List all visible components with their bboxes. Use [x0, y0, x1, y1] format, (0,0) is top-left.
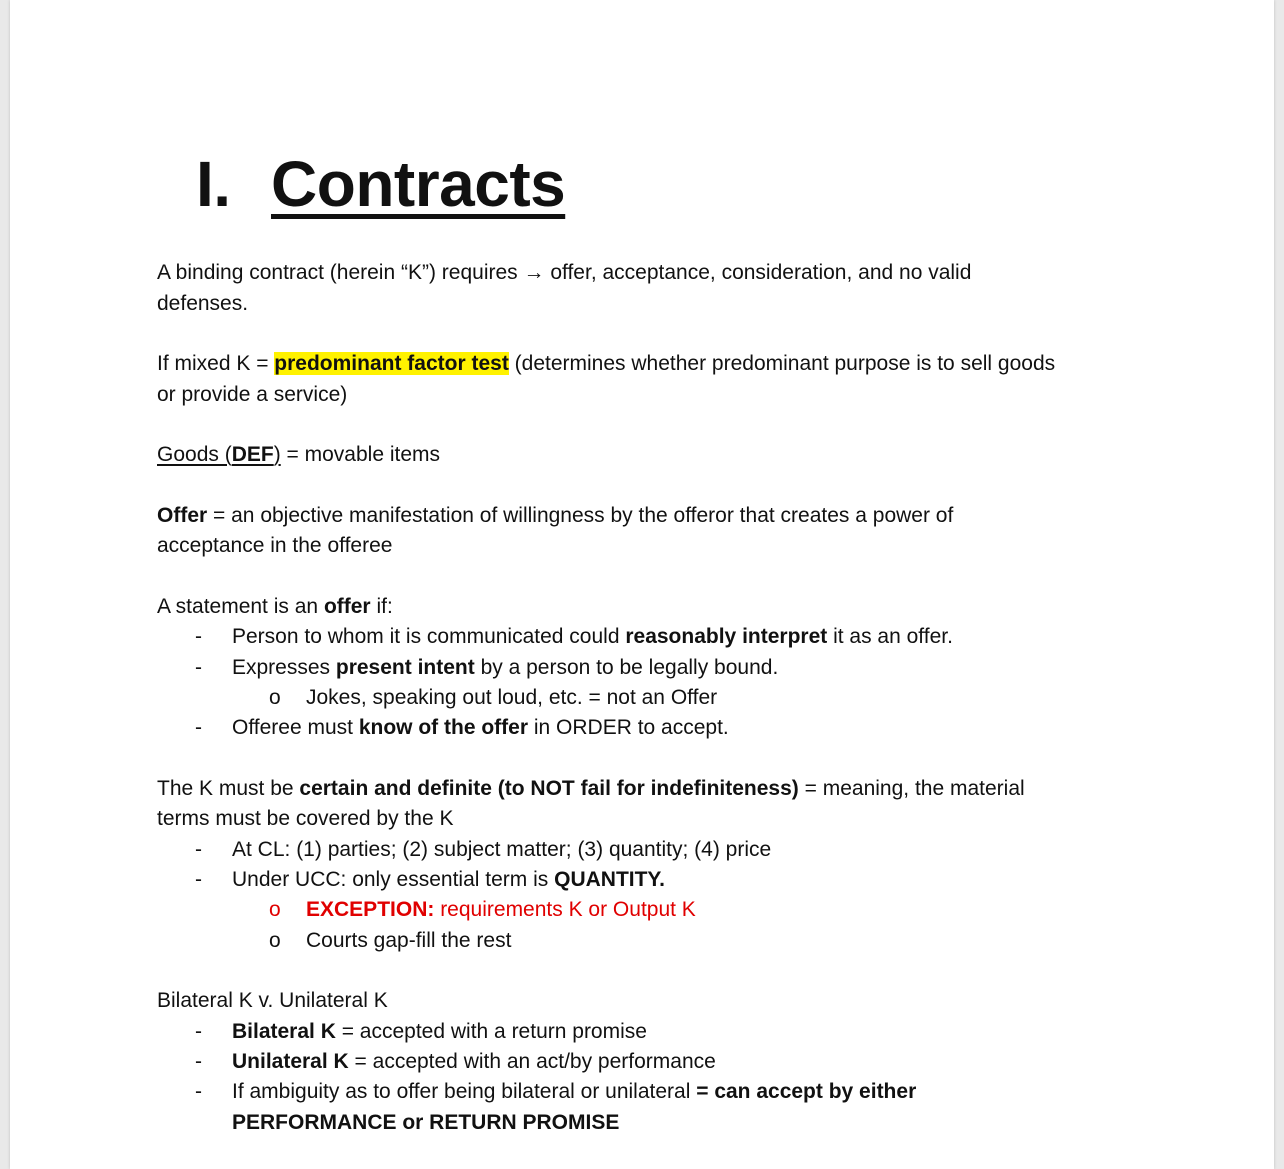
- paragraph-requirements-line1: A binding contract (herein “K”) requires → offer, acceptance, consideration, and no valid: [157, 261, 972, 284]
- list-item: If ambiguity as to offer being bilateral or unilateral = can accept by either: [232, 1080, 917, 1103]
- offer-term: Offer: [157, 504, 208, 527]
- goods-rest: = movable items: [280, 443, 441, 466]
- mixed-k-suffix: (determines whether predominant purpose is to sell goods: [508, 352, 1056, 375]
- goods-term: Goods (DEF): [157, 443, 281, 466]
- sub-list-item: Jokes, speaking out loud, etc. = not an Offer: [306, 686, 718, 709]
- sub-list-item: Courts gap-fill the rest: [306, 929, 512, 952]
- list-item: Bilateral K = accepted with a return promise: [232, 1020, 647, 1043]
- bilateral-heading: Bilateral K v. Unilateral K: [157, 989, 388, 1012]
- certain-definite-line1: The K must be certain and definite (to NOT fail for indefiniteness) = meaning, the material: [157, 777, 1025, 800]
- list-item: Person to whom it is communicated could reasonably interpret it as an offer.: [232, 625, 953, 648]
- bullet-marker: -: [195, 625, 202, 648]
- paragraph-requirements-line2: defenses.: [157, 292, 249, 315]
- statement-intro: A statement is an offer if:: [157, 595, 393, 618]
- bullet-marker: -: [195, 838, 202, 861]
- sub-bullet-marker: o: [269, 898, 281, 921]
- highlighted-term: predominant factor test: [274, 352, 509, 375]
- bullet-marker: -: [195, 868, 202, 891]
- offer-definition-line1: Offer = an objective manifestation of willingness by the offeror that creates a power of: [157, 504, 954, 527]
- page-title: [196, 146, 565, 222]
- list-item: Expresses present intent by a person to be legally bound.: [232, 656, 779, 679]
- list-item: Offeree must know of the offer in ORDER to accept.: [232, 716, 729, 739]
- list-item: Unilateral K = accepted with an act/by performance: [232, 1050, 716, 1073]
- list-item: Under UCC: only essential term is QUANTITY.: [232, 868, 665, 891]
- bullet-marker: -: [195, 716, 202, 739]
- paragraph-mixed-k-line2: or provide a service): [157, 383, 348, 406]
- bullet-marker: -: [195, 1020, 202, 1043]
- list-item-continuation: PERFORMANCE or RETURN PROMISE: [232, 1111, 620, 1134]
- certain-definite-line2: terms must be covered by the K: [157, 807, 454, 830]
- bullet-marker: -: [195, 1050, 202, 1073]
- offer-definition-line2: acceptance in the offeree: [157, 534, 393, 557]
- paragraph-mixed-k-line1: [157, 349, 1055, 379]
- sub-bullet-marker: o: [269, 929, 281, 952]
- exception-item: EXCEPTION: requirements K or Output K: [306, 898, 696, 921]
- bullet-marker: -: [195, 656, 202, 679]
- heading-number: I.: [196, 148, 231, 220]
- goods-definition: [157, 440, 440, 470]
- bullet-marker: -: [195, 1080, 202, 1103]
- document-page: [10, 0, 1274, 1169]
- mixed-k-prefix: If mixed K =: [157, 352, 275, 375]
- heading-title: Contracts: [271, 148, 566, 220]
- list-item: At CL: (1) parties; (2) subject matter; (3) quantity; (4) price: [232, 838, 772, 861]
- sub-bullet-marker: o: [269, 686, 281, 709]
